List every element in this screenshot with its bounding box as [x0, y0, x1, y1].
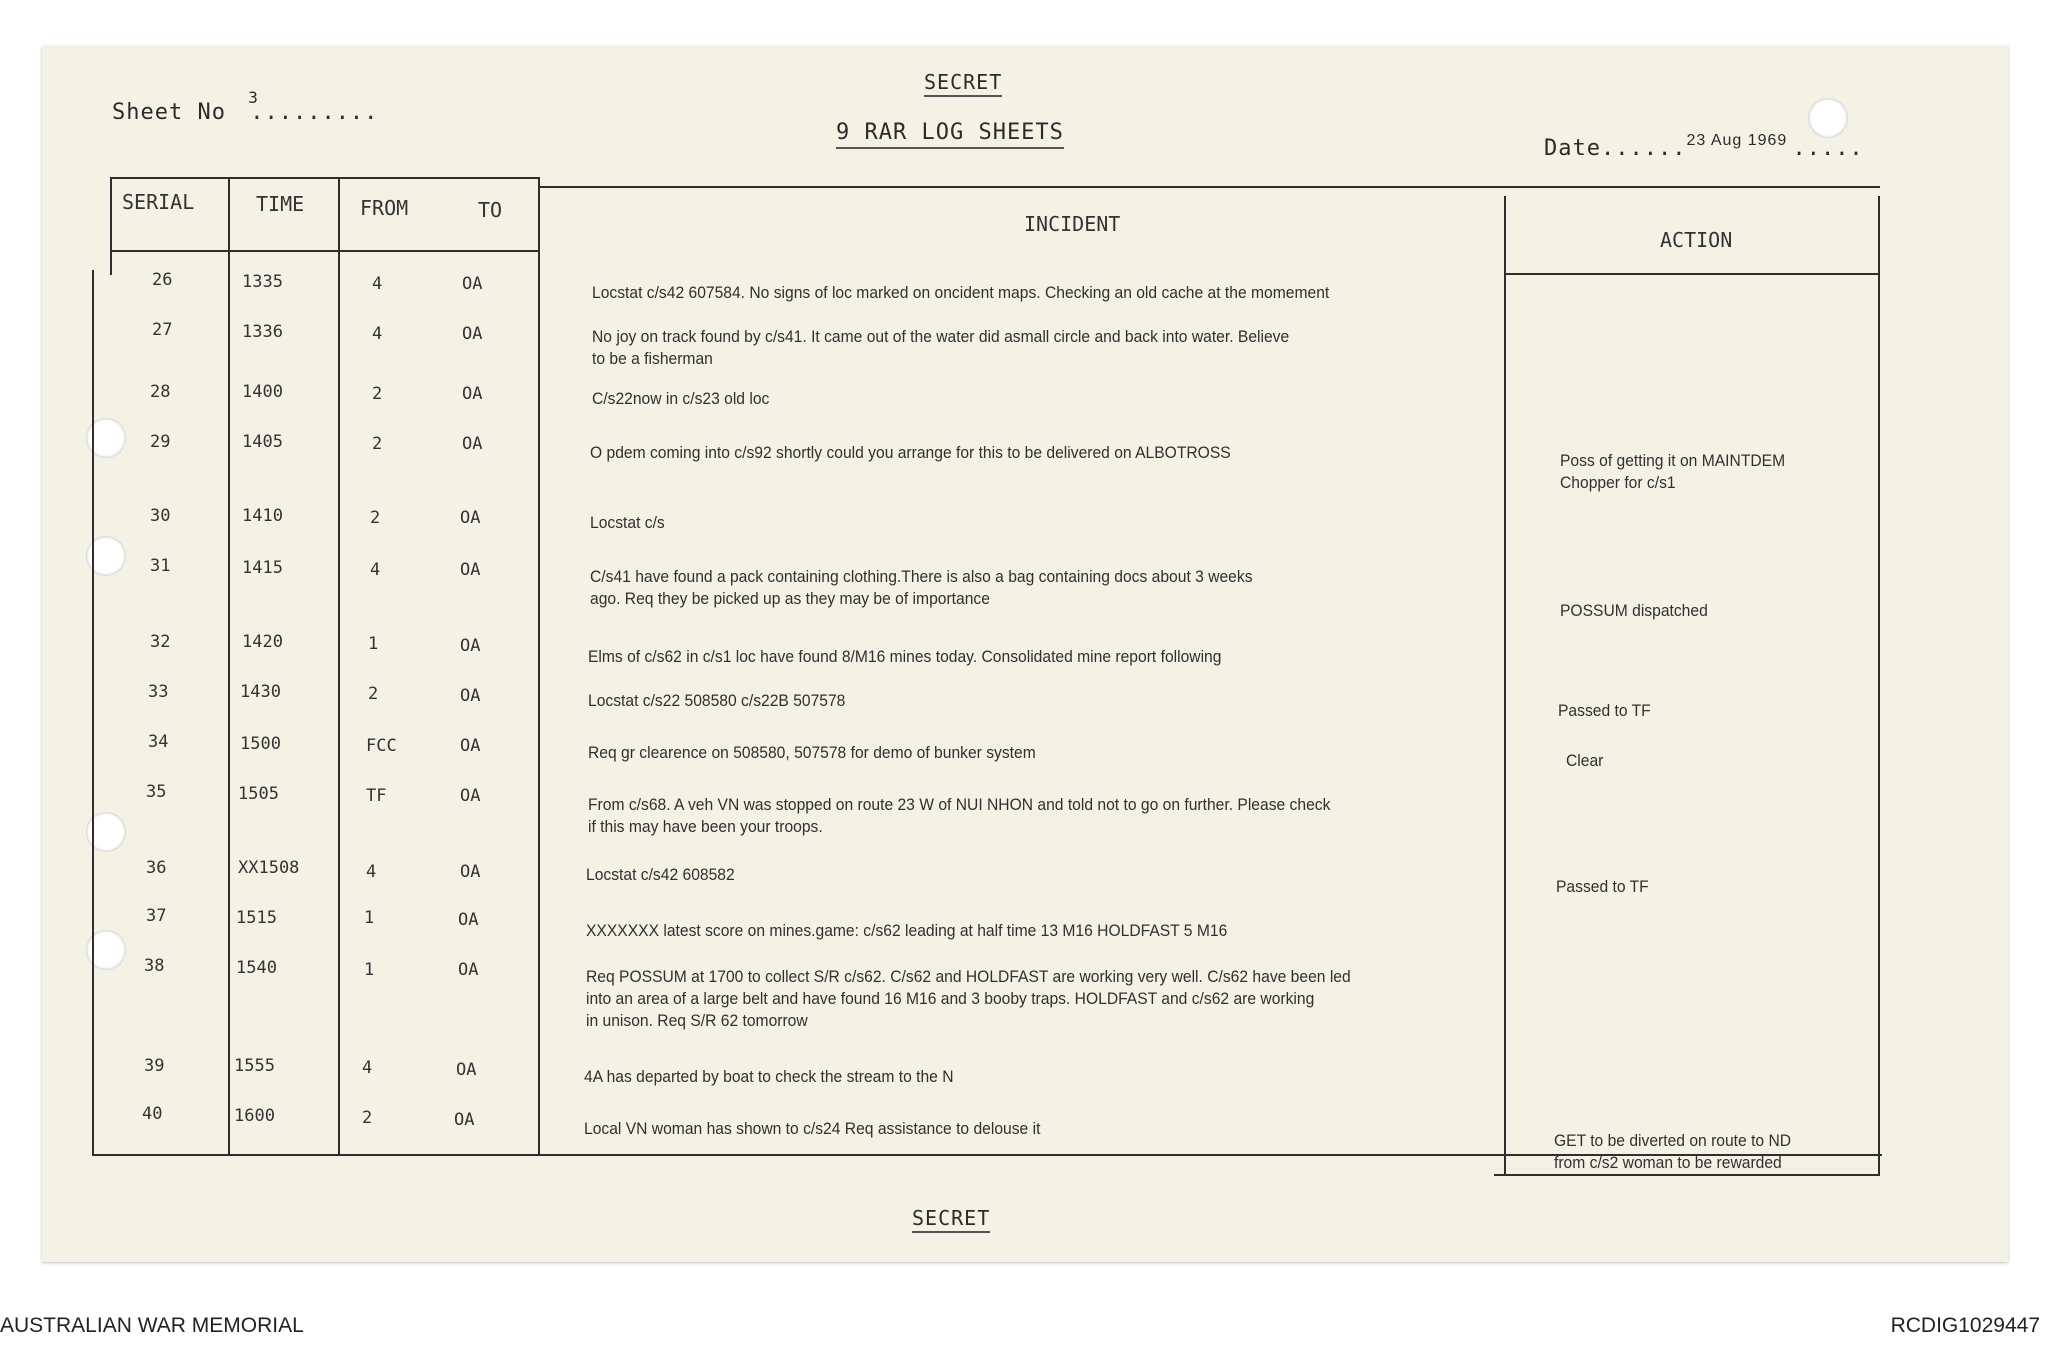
- to-cell: OA: [460, 686, 481, 706]
- from-cell: 2: [368, 684, 379, 704]
- from-cell: FCC: [366, 736, 397, 756]
- time-cell: 1540: [236, 958, 277, 978]
- serial-cell: 36: [146, 858, 167, 878]
- to-cell: OA: [460, 736, 481, 756]
- header-divider-action: [1504, 273, 1880, 275]
- from-cell: 2: [362, 1108, 373, 1128]
- column-header-incident: INCIDENT: [1024, 212, 1121, 236]
- to-cell: OA: [460, 862, 481, 882]
- from-cell: 2: [372, 434, 383, 454]
- header-divider-left: [110, 250, 538, 252]
- incident-cell: Locstat c/s22 508580 c/s22B 507578: [588, 691, 846, 710]
- time-cell: 1500: [240, 734, 281, 754]
- incident-cell: Req gr clearence on 508580, 507578 for demo of bunker system: [588, 743, 1036, 762]
- time-cell: 1400: [242, 382, 283, 402]
- to-cell: OA: [454, 1110, 475, 1130]
- incident-action-divider: [1504, 196, 1506, 1176]
- time-cell: 1336: [242, 322, 283, 342]
- from-cell: 4: [372, 274, 383, 294]
- column-header-from: FROM: [360, 196, 409, 220]
- footer-catalogue-id: RCDIG1029447: [1890, 1314, 2040, 1337]
- table-right-border: [1878, 196, 1880, 1176]
- serial-cell: 39: [144, 1056, 165, 1076]
- column-header-time: TIME: [256, 192, 305, 216]
- table-left-border: [110, 177, 112, 275]
- punch-hole: [1808, 98, 1848, 138]
- time-cell: 1420: [242, 632, 283, 652]
- time-cell: 1410: [242, 506, 283, 526]
- time-cell: 1415: [242, 558, 283, 578]
- page-title: 9 RAR LOG SHEETS: [836, 120, 1064, 149]
- time-cell: 1515: [236, 908, 277, 928]
- incident-cell: C/s22now in c/s23 old loc: [592, 389, 770, 408]
- from-cell: 1: [364, 908, 375, 928]
- footer-archive-name: AUSTRALIAN WAR MEMORIAL: [0, 1314, 304, 1337]
- serial-cell: 34: [148, 732, 169, 752]
- incident-cell: XXXXXXX latest score on mines.game: c/s62 leading at half time 13 M16 HOLDFAST 5 M16: [586, 921, 1228, 940]
- incident-cell: No joy on track found by c/s41. It came out of the water did asmall circle and back into water. Believe to be a fisherman: [592, 327, 1290, 368]
- sheet-number-label: [112, 88, 379, 125]
- serial-cell: 29: [150, 432, 171, 452]
- time-from-divider: [338, 177, 340, 1156]
- incident-cell: Req POSSUM at 1700 to collect S/R c/s62. C/s62 and HOLDFAST are working very well. C/s62 have been led into an area of a large belt and have found 16 M16 and 3 booby traps. HOLDFAST and c/s62 are working in unison. Req S/R 62 tomorrow: [586, 967, 1351, 1030]
- from-cell: 4: [362, 1058, 373, 1078]
- column-header-action: ACTION: [1660, 228, 1733, 252]
- time-cell: 1405: [242, 432, 283, 452]
- serial-cell: 31: [150, 556, 171, 576]
- date-field: [1544, 132, 1864, 161]
- to-cell: OA: [462, 384, 483, 404]
- from-cell: 4: [370, 560, 381, 580]
- from-cell: 1: [368, 634, 379, 654]
- time-cell: 1335: [242, 272, 283, 292]
- from-cell: 4: [366, 862, 377, 882]
- table-left-border-lower: [92, 270, 94, 1156]
- incident-cell: Locstat c/s42 608582: [586, 865, 735, 884]
- from-cell: 2: [370, 508, 381, 528]
- serial-time-divider: [228, 177, 230, 1156]
- to-cell: OA: [460, 636, 481, 656]
- serial-cell: 32: [150, 632, 171, 652]
- action-cell: Passed to TF: [1556, 877, 1649, 896]
- action-cell: Clear: [1566, 751, 1604, 770]
- date-value: 23 Aug 1969: [1686, 132, 1788, 149]
- incident-cell: 4A has departed by boat to check the stream to the N: [584, 1067, 954, 1086]
- time-cell: XX1508: [238, 858, 300, 878]
- table-top-border-right: [540, 186, 1880, 188]
- to-cell: OA: [462, 274, 483, 294]
- serial-cell: 28: [150, 382, 171, 402]
- to-cell: OA: [456, 1060, 477, 1080]
- to-cell: OA: [460, 560, 481, 580]
- time-cell: 1505: [238, 784, 279, 804]
- incident-cell: Elms of c/s62 in c/s1 loc have found 8/M16 mines today. Consolidated mine report following: [588, 647, 1222, 666]
- secret-classification-bottom: SECRET: [912, 1206, 990, 1233]
- serial-cell: 33: [148, 682, 169, 702]
- sheet-number: 3: [248, 88, 259, 107]
- serial-cell: 38: [144, 956, 165, 976]
- time-cell: 1430: [240, 682, 281, 702]
- incident-cell: O pdem coming into c/s92 shortly could you arrange for this to be delivered on ALBOTROSS: [590, 443, 1231, 462]
- sheet-number-field: [240, 88, 379, 125]
- action-bottom-border: [1494, 1174, 1880, 1176]
- sheet-label: Sheet No: [112, 100, 226, 125]
- serial-cell: 26: [152, 270, 173, 290]
- serial-cell: 35: [146, 782, 167, 802]
- to-cell: OA: [462, 324, 483, 344]
- action-cell: GET to be diverted on route to ND from c/s2 woman to be rewarded: [1554, 1131, 1792, 1172]
- to-cell: OA: [458, 910, 479, 930]
- from-cell: 2: [372, 384, 383, 404]
- action-cell: Poss of getting it on MAINTDEM Chopper for c/s1: [1560, 451, 1786, 492]
- secret-classification-top: SECRET: [924, 70, 1002, 97]
- action-cell: Passed to TF: [1558, 701, 1651, 720]
- incident-cell: Locstat c/s42 607584. No signs of loc marked on oncident maps. Checking an old cache at the momement: [592, 283, 1330, 302]
- column-header-to: TO: [478, 198, 503, 222]
- incident-cell: Locstat c/s: [590, 513, 665, 532]
- to-cell: OA: [460, 508, 481, 528]
- time-cell: 1600: [234, 1106, 275, 1126]
- to-cell: OA: [460, 786, 481, 806]
- incident-cell: Local VN woman has shown to c/s24 Req assistance to delouse it: [584, 1119, 1041, 1138]
- date-dots: .....: [1792, 136, 1864, 161]
- serial-cell: 27: [152, 320, 173, 340]
- time-cell: 1555: [234, 1056, 275, 1076]
- incident-cell: C/s41 have found a pack containing clothing.There is also a bag containing docs about 3 weeks ago. Req they be picked up as they may be of importance: [590, 567, 1253, 608]
- column-header-serial: SERIAL: [122, 190, 195, 214]
- from-cell: 1: [364, 960, 375, 980]
- to-cell: OA: [458, 960, 479, 980]
- serial-cell: 40: [142, 1104, 163, 1124]
- from-cell: 4: [372, 324, 383, 344]
- sheet-dots: .........: [250, 100, 379, 125]
- table-top-border: [110, 177, 540, 179]
- serial-cell: 37: [146, 906, 167, 926]
- serial-cell: 30: [150, 506, 171, 526]
- action-cell: POSSUM dispatched: [1560, 601, 1708, 620]
- incident-cell: From c/s68. A veh VN was stopped on route 23 W of NUI NHON and told not to go on further. Please check if this may have been your troops.: [588, 795, 1331, 836]
- date-label: Date......: [1544, 136, 1687, 161]
- to-incident-divider: [538, 177, 540, 1156]
- from-cell: TF: [366, 786, 387, 806]
- to-cell: OA: [462, 434, 483, 454]
